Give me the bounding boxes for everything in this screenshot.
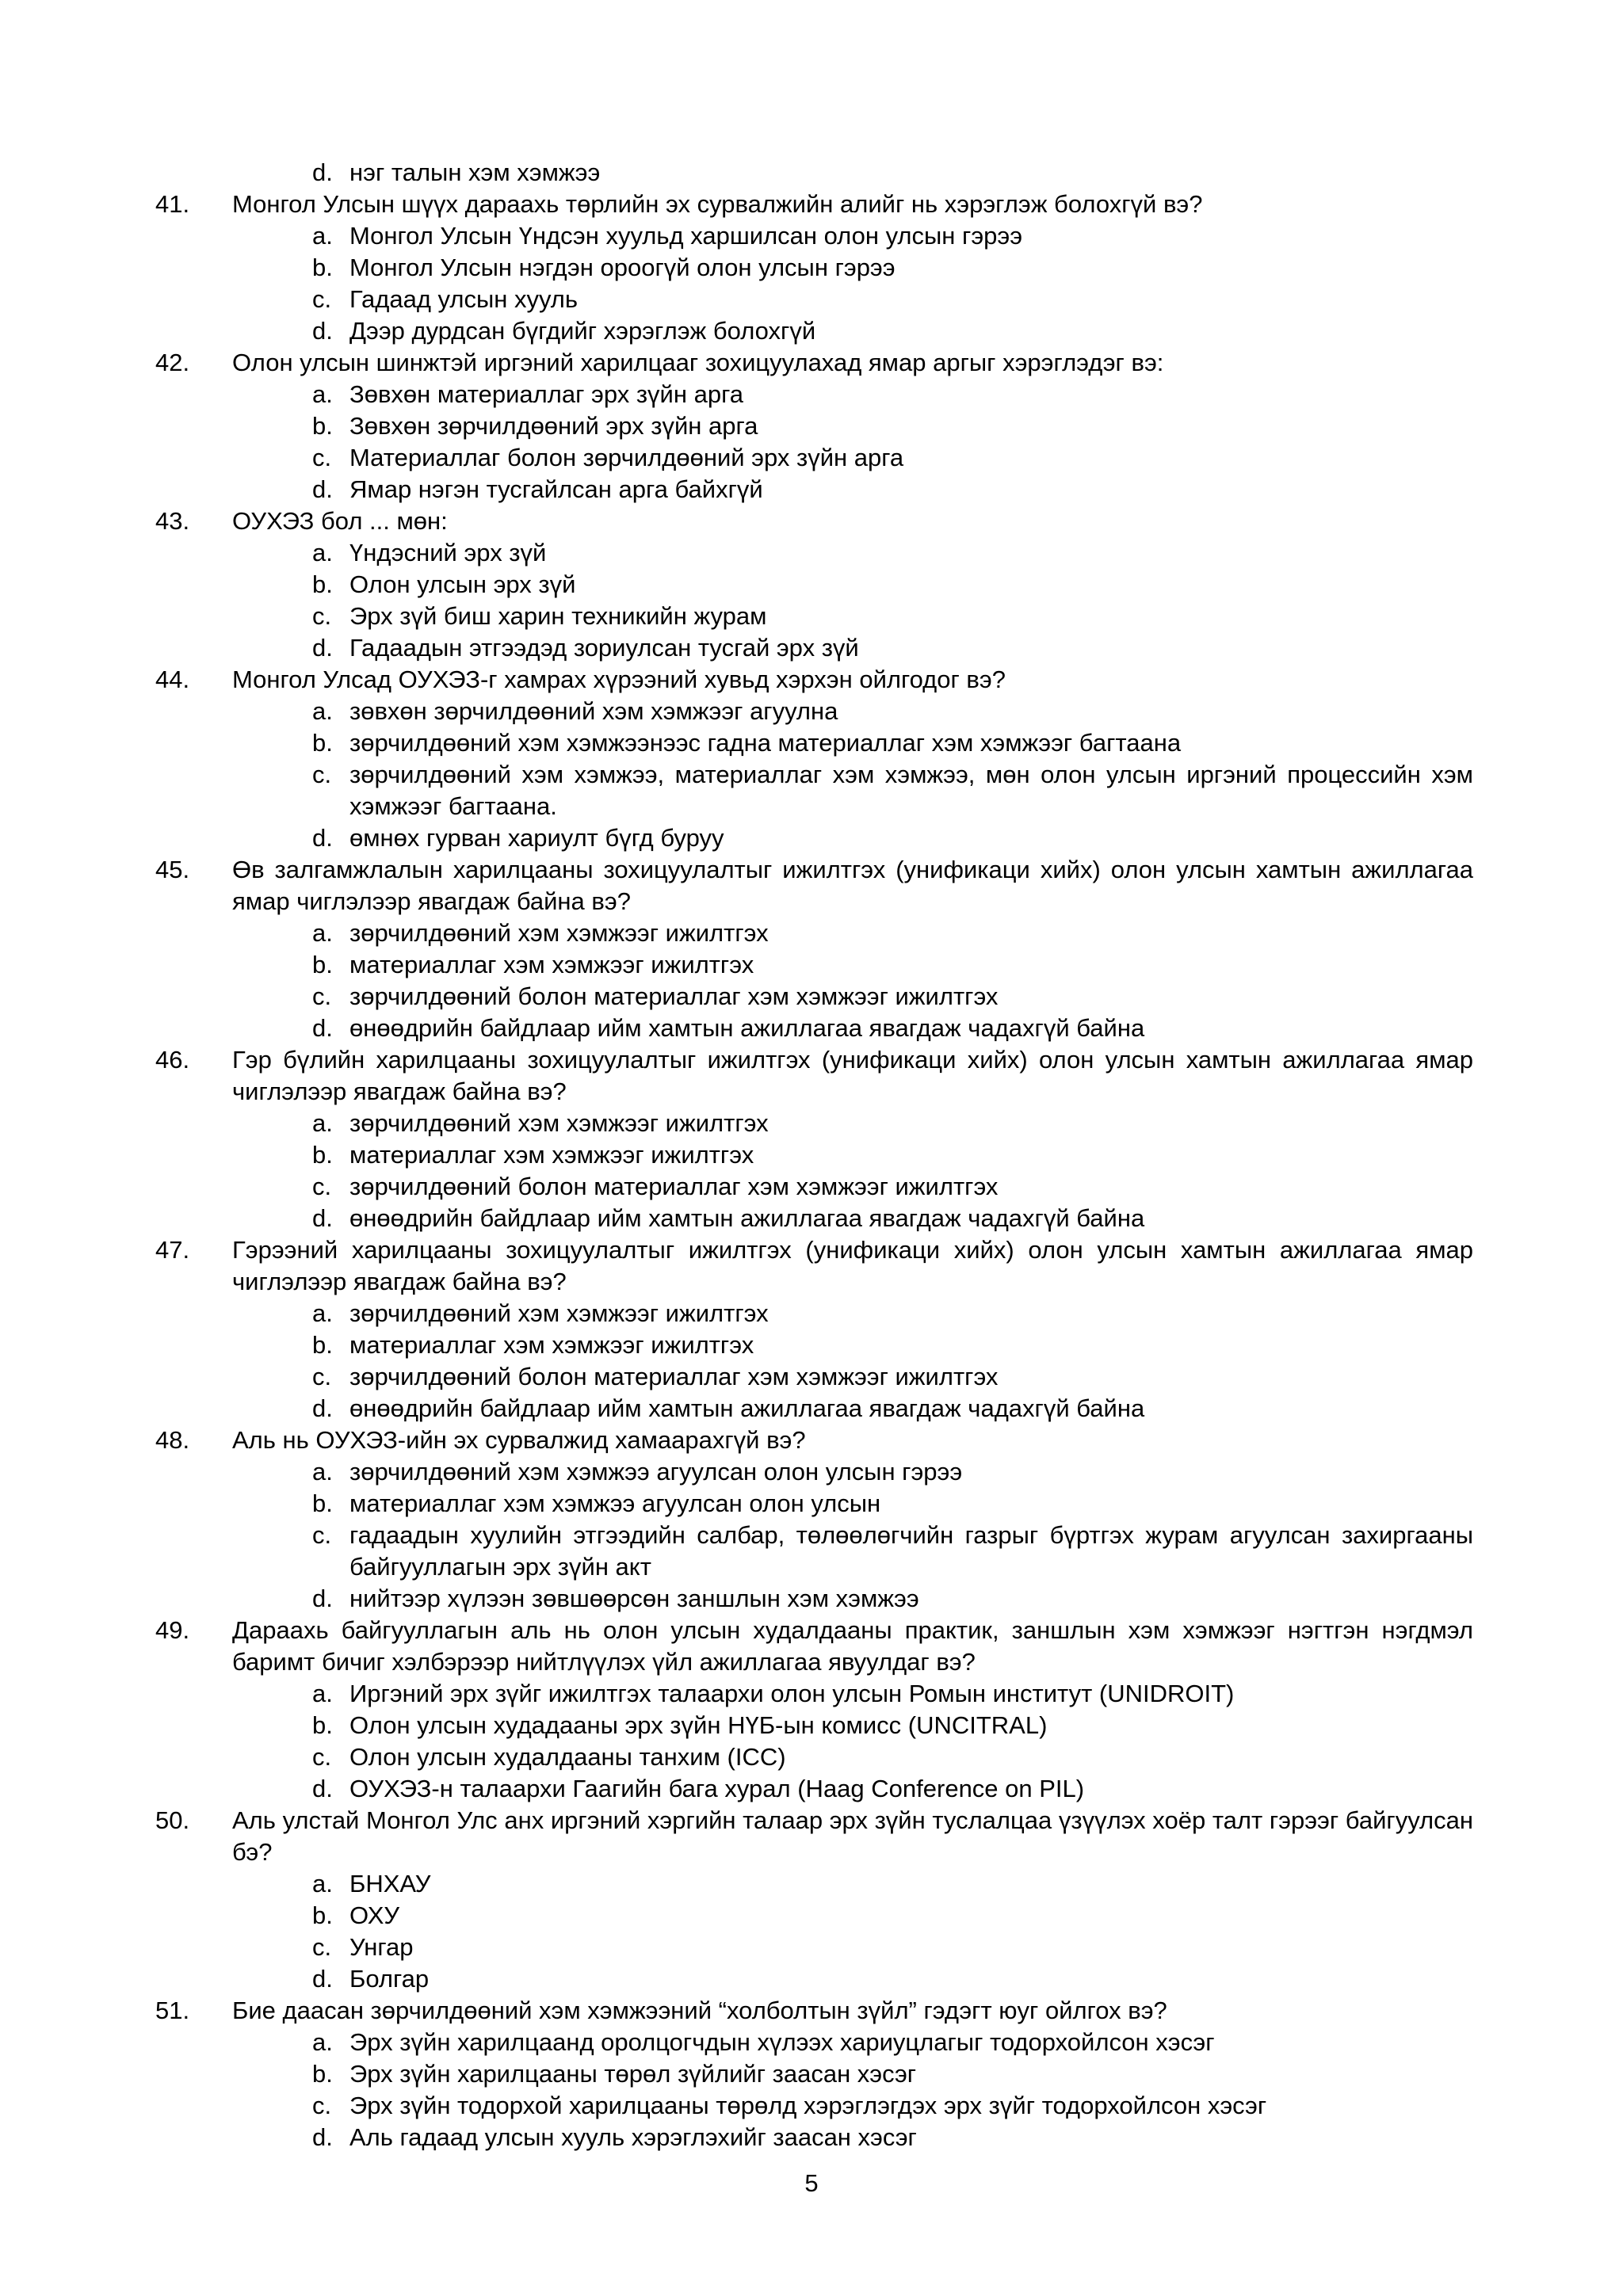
option-letter: b. <box>312 1711 333 1739</box>
answer-option <box>0 284 1623 315</box>
option-text: Дээр дурдсан бүгдийг хэрэглэж болохгүй <box>349 317 816 345</box>
option-text: зөрчилдөөний болон материаллаг хэм хэмжээг ижилтгэх <box>349 1363 999 1390</box>
answer-option <box>0 822 1623 854</box>
answer-option <box>0 1488 1623 1520</box>
option-letter: b. <box>312 2060 333 2088</box>
option-letter: b. <box>312 570 333 598</box>
option-letter: c. <box>312 444 332 471</box>
option-letter: c. <box>312 1933 332 1961</box>
answer-option <box>0 157 1623 189</box>
option-text: Эрх зүйн тодорхой харилцааны төрөлд хэрэглэгдэх эрх зүйг тодорхойлсон хэсэг <box>349 2092 1267 2119</box>
option-text: өнөөдрийн байдлаар ийм хамтын ажиллагаа явагдаж чадахгүй байна <box>349 1014 1145 1042</box>
option-letter: d. <box>312 824 333 852</box>
answer-option <box>0 759 1623 822</box>
option-letter: c. <box>312 982 332 1010</box>
option-text: өнөөдрийн байдлаар ийм хамтын ажиллагаа явагдаж чадахгүй байна <box>349 1204 1145 1232</box>
option-text: Эрх зүй биш харин техникийн журам <box>349 602 767 630</box>
option-letter: c. <box>312 2092 332 2119</box>
option-text: Гадаад улсын хууль <box>349 285 579 313</box>
question-number: 44. <box>155 666 190 693</box>
answer-option <box>0 917 1623 949</box>
option-letter: d. <box>312 1585 333 1612</box>
option-text: зөрчилдөөний болон материаллаг хэм хэмжээг ижилтгэх <box>349 982 999 1010</box>
option-text: Унгар <box>349 1933 414 1961</box>
answer-option <box>0 1710 1623 1741</box>
answer-option <box>0 1583 1623 1615</box>
option-letter: b. <box>312 729 333 757</box>
answer-option <box>0 2090 1623 2122</box>
option-letter: c. <box>312 285 332 313</box>
answer-option <box>0 252 1623 284</box>
option-text: ОХУ <box>349 1901 400 1929</box>
question <box>0 1425 1623 1456</box>
option-letter: d. <box>312 475 333 503</box>
answer-option <box>0 1868 1623 1900</box>
answer-option <box>0 696 1623 727</box>
option-text: Болгар <box>349 1965 430 1993</box>
option-text: Иргэний эрх зүйг ижилтгэх талаархи олон улсын Ромын институт (UNIDROIT) <box>349 1680 1235 1707</box>
option-letter: b. <box>312 412 333 440</box>
question-text: Гэр бүлийн харилцааны зохицуулалтыг ижилтгэх (унификаци хийх) олон улсын хамтын ажиллагаа ямар чиглэлээр явагдаж байна вэ? <box>232 1046 1473 1105</box>
answer-option <box>0 1520 1623 1583</box>
question-list <box>0 157 1623 2153</box>
answer-option <box>0 1741 1623 1773</box>
option-text: Эрх зүйн харилцааны төрөл зүйлийг заасан хэсэг <box>349 2060 917 2088</box>
option-letter: b. <box>312 254 333 281</box>
option-letter: b. <box>312 1331 333 1359</box>
option-letter: c. <box>312 602 332 630</box>
page-number: 5 <box>804 2169 819 2197</box>
question-number: 46. <box>155 1046 190 1074</box>
answer-option <box>0 379 1623 410</box>
option-letter: c. <box>312 1363 332 1390</box>
question <box>0 664 1623 696</box>
option-text: нийтээр хүлээн зөвшөөрсөн заншлын хэм хэмжээ <box>349 1585 919 1612</box>
option-letter: d. <box>312 2123 333 2151</box>
option-letter: c. <box>312 1173 332 1200</box>
option-text: Олон улсын эрх зүй <box>349 570 576 598</box>
answer-option <box>0 1963 1623 1995</box>
question-text: Гэрээний харилцааны зохицуулалтыг ижилтгэх (унификаци хийх) олон улсын хамтын ажиллагаа ямар чиглэлээр явагдаж байна вэ? <box>232 1236 1473 1295</box>
answer-option <box>0 1139 1623 1171</box>
option-letter: a. <box>312 1299 333 1327</box>
option-letter: d. <box>312 634 333 662</box>
answer-option <box>0 1456 1623 1488</box>
question-number: 48. <box>155 1426 190 1454</box>
option-text: Монгол Улсын нэгдэн ороогүй олон улсын гэрээ <box>349 254 896 281</box>
option-text: зөрчилдөөний хэм хэмжээг ижилтгэх <box>349 919 769 947</box>
answer-option <box>0 1298 1623 1329</box>
answer-option <box>0 1773 1623 1805</box>
answer-option <box>0 1678 1623 1710</box>
option-letter: a. <box>312 697 333 725</box>
option-text: БНХАУ <box>349 1870 431 1897</box>
option-text: Аль гадаад улсын хууль хэрэглэхийг заасан хэсэг <box>349 2123 917 2151</box>
question <box>0 854 1623 917</box>
answer-option <box>0 1900 1623 1932</box>
option-text: ОУХЭЗ-н талаархи Гаагийн бага хурал (Haag Conference on PIL) <box>349 1775 1085 1802</box>
answer-option <box>0 1329 1623 1361</box>
questions <box>0 189 1623 2153</box>
option-letter: c. <box>312 761 332 788</box>
answer-option <box>0 2027 1623 2058</box>
option-letter: a. <box>312 539 333 566</box>
option-letter: a. <box>312 1870 333 1897</box>
option-text: зөрчилдөөний хэм хэмжээ агуулсан олон улсын гэрээ <box>349 1458 963 1486</box>
option-text: Гадаадын этгээдэд зориулсан тусгай эрх зүй <box>349 634 859 662</box>
option-letter: d. <box>312 1965 333 1993</box>
question <box>0 1234 1623 1298</box>
option-text: Үндэсний эрх зүй <box>349 539 547 566</box>
option-letter: a. <box>312 1458 333 1486</box>
question-text: ОУХЭЗ бол ... мөн: <box>232 507 448 535</box>
option-letter: a. <box>312 380 333 408</box>
answer-option <box>0 1361 1623 1393</box>
option-letter: a. <box>312 919 333 947</box>
question <box>0 189 1623 220</box>
answer-option <box>0 1203 1623 1234</box>
option-letter: a. <box>312 1680 333 1707</box>
answer-option <box>0 410 1623 442</box>
question <box>0 347 1623 379</box>
option-letter: c. <box>312 1521 332 1549</box>
answer-option <box>0 1171 1623 1203</box>
answer-option <box>0 2058 1623 2090</box>
option-text: зөрчилдөөний болон материаллаг хэм хэмжээг ижилтгэх <box>349 1173 999 1200</box>
question-text: Аль нь ОУХЭЗ-ийн эх сурвалжид хамаарахгүй вэ? <box>232 1426 806 1454</box>
answer-option <box>0 981 1623 1013</box>
option-text: өмнөх гурван хариулт бүгд буруу <box>349 824 724 852</box>
option-letter: d. <box>312 1204 333 1232</box>
answer-option <box>0 601 1623 632</box>
answer-option <box>0 1932 1623 1963</box>
answer-option <box>0 632 1623 664</box>
answer-option <box>0 1108 1623 1139</box>
answer-option <box>0 1393 1623 1425</box>
answer-option <box>0 727 1623 759</box>
question-number: 45. <box>155 856 190 883</box>
option-text: Эрх зүйн харилцаанд оролцогчдын хүлээх хариуцлагыг тодорхойлсон хэсэг <box>349 2028 1215 2056</box>
answer-option <box>0 949 1623 981</box>
option-text: өнөөдрийн байдлаар ийм хамтын ажиллагаа явагдаж чадахгүй байна <box>349 1394 1145 1422</box>
option-letter: a. <box>312 2028 333 2056</box>
question-number: 49. <box>155 1616 190 1644</box>
option-letter: d. <box>312 1775 333 1802</box>
question <box>0 1805 1623 1868</box>
answer-option <box>0 2122 1623 2153</box>
option-text: Зөвхөн материаллаг эрх зүйн арга <box>349 380 743 408</box>
option-letter: c. <box>312 1743 332 1771</box>
question-text: Монгол Улсад ОУХЭЗ-г хамрах хүрээний хувьд хэрхэн ойлгодог вэ? <box>232 666 1006 693</box>
question-text: Монгол Улсын шүүх дараахь төрлийн эх сурвалжийн алийг нь хэрэглэж болохгүй вэ? <box>232 190 1203 218</box>
option-text: зөрчилдөөний хэм хэмжээг ижилтгэх <box>349 1109 769 1137</box>
option-text: материаллаг хэм хэмжээг ижилтгэх <box>349 951 754 978</box>
option-text: зөрчилдөөний хэм хэмжээ, материаллаг хэм хэмжээ, мөн олон улсын иргэний процессийн хэм хэмжээг багтаана. <box>349 761 1473 820</box>
question-number: 50. <box>155 1806 190 1834</box>
question-number: 42. <box>155 349 190 376</box>
option-letter: b. <box>312 1489 333 1517</box>
option-letter: d. <box>312 1394 333 1422</box>
option-text: Олон улсын худалдааны танхим (ICC) <box>349 1743 786 1771</box>
option-text: нэг талын хэм хэмжээ <box>349 158 601 186</box>
option-letter: d. <box>312 317 333 345</box>
option-text: материаллаг хэм хэмжээг ижилтгэх <box>349 1141 754 1169</box>
option-letter: d. <box>312 1014 333 1042</box>
option-text: Ямар нэгэн тусгайлсан арга байхгүй <box>349 475 763 503</box>
option-text: гадаадын хуулийн этгээдийн салбар, төлөөлөгчийн газрыг бүртгэх журам агуулсан захиргааны байгууллагын эрх зүйн акт <box>349 1521 1473 1581</box>
answer-option <box>0 537 1623 569</box>
option-letter: a. <box>312 1109 333 1137</box>
option-text: зөрчилдөөний хэм хэмжээг ижилтгэх <box>349 1299 769 1327</box>
option-letter: b. <box>312 1901 333 1929</box>
option-letter: b. <box>312 951 333 978</box>
option-text: зөрчилдөөний хэм хэмжээнээс гадна материаллаг хэм хэмжээг багтаана <box>349 729 1182 757</box>
answer-option <box>0 315 1623 347</box>
answer-option <box>0 474 1623 505</box>
option-letter: a. <box>312 222 333 250</box>
question <box>0 505 1623 537</box>
question <box>0 1995 1623 2027</box>
question <box>0 1044 1623 1108</box>
question-number: 43. <box>155 507 190 535</box>
option-text: Олон улсын худадааны эрх зүйн НҮБ-ын комисс (UNCITRAL) <box>349 1711 1048 1739</box>
leading-options <box>0 157 1623 189</box>
question <box>0 1615 1623 1678</box>
question-text: Аль улстай Монгол Улс анх иргэний хэргийн талаар эрх зүйн туслалцаа үзүүлэх хоёр талт гэрээг байгуулсан бэ? <box>232 1806 1473 1866</box>
option-letter: d. <box>312 158 333 186</box>
question-number: 51. <box>155 1997 190 2024</box>
question-number: 47. <box>155 1236 190 1264</box>
answer-option <box>0 442 1623 474</box>
option-text: зөвхөн зөрчилдөөний хэм хэмжээг агуулна <box>349 697 838 725</box>
option-text: материаллаг хэм хэмжээг ижилтгэх <box>349 1331 754 1359</box>
question-text: Бие даасан зөрчилдөөний хэм хэмжээний “холболтын зүйл” гэдэгт юуг ойлгох вэ? <box>232 1997 1167 2024</box>
question-number: 41. <box>155 190 190 218</box>
option-text: Зөвхөн зөрчилдөөний эрх зүйн арга <box>349 412 758 440</box>
question-text: Өв залгамжлалын харилцааны зохицуулалтыг ижилтгэх (унификаци хийх) олон улсын хамтын ажиллагаа ямар чиглэлээр явагдаж байна вэ? <box>232 856 1473 915</box>
answer-option <box>0 1013 1623 1044</box>
option-text: Монгол Улсын Үндсэн хуульд харшилсан олон улсын гэрээ <box>349 222 1023 250</box>
option-letter: b. <box>312 1141 333 1169</box>
option-text: Материаллаг болон зөрчилдөөний эрх зүйн арга <box>349 444 904 471</box>
question-text: Дараахь байгууллагын аль нь олон улсын худалдааны практик, заншлын хэм хэмжээг нэгтгэн нэгдмэл баримт бичиг хэлбэрээр нийтлүүлэх үйл ажиллагаа явуулдаг вэ? <box>232 1616 1473 1676</box>
answer-option <box>0 569 1623 601</box>
question-text: Олон улсын шинжтэй иргэний харилцааг зохицуулахад ямар аргыг хэрэглэдэг вэ: <box>232 349 1164 376</box>
option-text: материаллаг хэм хэмжээ агуулсан олон улсын <box>349 1489 881 1517</box>
answer-option <box>0 220 1623 252</box>
